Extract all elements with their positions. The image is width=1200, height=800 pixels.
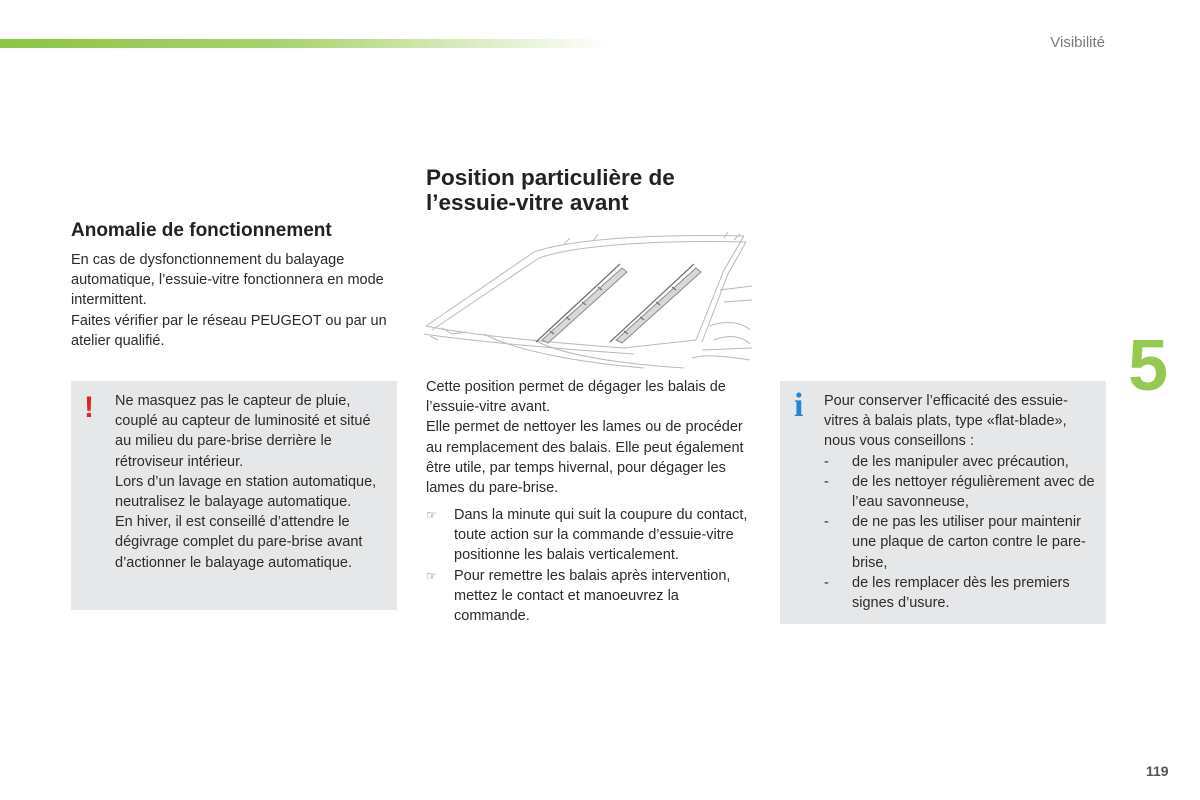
info-icon: i xyxy=(794,387,804,424)
list-item xyxy=(426,505,751,566)
section-title: Visibilité xyxy=(1050,34,1105,51)
anomaly-text xyxy=(71,250,391,351)
warning-box xyxy=(71,381,397,610)
header-accent-bar xyxy=(0,39,610,48)
anomaly-paragraph: Faites vérifier par le réseau PEUGEOT ou par un atelier qualifié. xyxy=(71,312,387,349)
list-item: - de ne pas les utiliser pour maintenir une plaque de carton contre le pare-brise, xyxy=(824,514,1086,571)
exclamation-icon: ! xyxy=(84,391,94,424)
pointing-hand-icon: ☞ xyxy=(426,568,437,583)
anomaly-paragraph: En cas de dysfonctionnement du balayage automatique, l’essuie-vitre fonctionnera en mode intermittent. xyxy=(71,252,384,309)
position-steps xyxy=(426,505,751,626)
list-item: - de les remplacer dès les premiers signes d’usure. xyxy=(824,574,1070,612)
chapter-number: 5 xyxy=(1128,326,1169,406)
list-item: - de les nettoyer régulièrement avec de l’eau savonneuse, xyxy=(824,473,1095,511)
position-paragraph: Cette position permet de dégager les balais de l’essuie-vitre avant. xyxy=(426,379,726,416)
pointing-hand-icon: ☞ xyxy=(426,508,437,522)
list-item xyxy=(426,566,751,627)
step-text: Dans la minute qui suit la coupure du contact, toute action sur la commande d’essuie-vitre positionne les balais verticalement. xyxy=(454,507,748,564)
position-text xyxy=(426,377,751,498)
info-list xyxy=(824,452,1099,614)
info-text xyxy=(824,391,1099,613)
warning-paragraph: Ne masquez pas le capteur de pluie, couplé au capteur de luminosité et situé au milieu du pare-brise derrière le rétroviseur intérieur. xyxy=(115,393,371,470)
warning-paragraph: Lors d’un lavage en station automatique, neutralisez le balayage automatique. xyxy=(115,473,377,511)
anomaly-heading: Anomalie de fonctionnement xyxy=(71,220,332,241)
page-number: 119 xyxy=(1146,763,1169,779)
warning-text xyxy=(115,391,390,573)
windshield-wiper-illustration xyxy=(424,230,752,370)
step-text: Pour remettre les balais après intervention, mettez le contact et manoeuvrez la commande. xyxy=(454,567,731,625)
info-intro: Pour conserver l’efficacité des essuie-vitres à balais plats, type «flat-blade», nous vous conseillons : xyxy=(824,393,1068,450)
position-paragraph: Elle permet de nettoyer les lames ou de procéder au remplacement des balais. Elle peut également être utile, par temps hivernal, pour dégager les lames du pare-brise. xyxy=(426,419,744,497)
warning-paragraph: En hiver, il est conseillé d’attendre le dégivrage complet du pare-brise avant d’actionner le balayage automatique. xyxy=(115,514,363,571)
position-title: Position particulière de l’essuie-vitre avant xyxy=(426,165,675,215)
info-box xyxy=(780,381,1106,624)
list-item: - de les manipuler avec précaution, xyxy=(824,453,1069,470)
